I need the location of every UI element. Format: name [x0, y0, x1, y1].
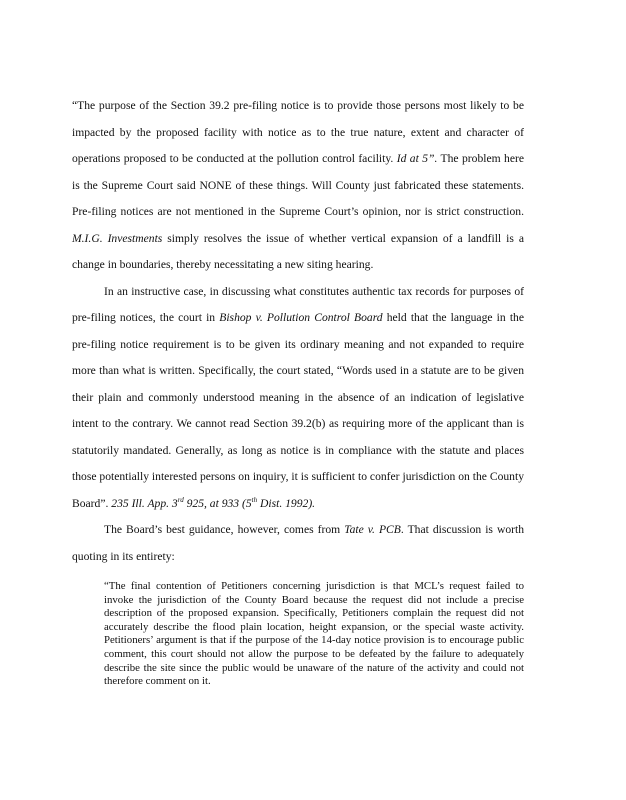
case-name-tate: Tate v. PCB [344, 523, 401, 536]
citation-part-3: Dist. 1992). [257, 496, 316, 510]
paragraph-2-text-a: In an instructive case, in discussing what constitutes authentic tax records for purposes of pre-filing notices, the court in [72, 284, 524, 324]
block-quote [104, 580, 524, 689]
paragraph-3-text-b: . That discussion is worth quoting in its entirety: [72, 523, 524, 563]
paragraph-3 [72, 517, 524, 570]
case-name-mig-investments: M.I.G. Investments [72, 231, 163, 245]
paragraph-1-text-b: The problem here is the Supreme Court said NONE of these things. Will County just fabricated these statements. Pre-filing notices are not mentioned in the Supreme Court’s opinion, nor is strict construction. [72, 152, 524, 218]
paragraph-1-text-a: “The purpose of the Section 39.2 pre-filing notice is to provide those persons most likely to be impacted by the proposed facility with notice as to the true nature, extent and character of operations proposed to be conducted at the pollution control facility. [72, 99, 524, 165]
citation-part-1: 235 Ill. App. 3 [111, 496, 178, 510]
citation-part-2: 925, at 933 (5 [183, 496, 252, 510]
case-name-bishop: Bishop v. Pollution Control Board [219, 311, 383, 324]
paragraph-2 [72, 279, 524, 518]
citation-bishop [111, 497, 315, 510]
paragraph-1-text-c: simply resolves the issue of whether vertical expansion of a landfill is a change in boundaries, thereby necessitating a new siting hearing. [72, 231, 524, 271]
citation-superscript-th: th [251, 495, 258, 504]
body-text [72, 93, 524, 570]
paragraph-1 [72, 93, 524, 279]
citation-id-at-5: Id at 5”. [396, 152, 438, 165]
citation-superscript-rd: rd [177, 495, 184, 504]
paragraph-2-text-b: held that the language in the pre-filing notice requirement is to be given its ordinary meaning and not expanded to require more than what is written. Specifically, the court stated, “Words used in a statute are to be given their plain and commonly understood meaning in the absence of an indication of legislative intent to the contrary. We cannot read Section 39.2(b) as requiring more of the applicant than is statutorily mandated. Generally, as long as notice is in compliance with the statute and places those potentially interested persons on inquiry, it is sufficient to confer jurisdiction on the County Board”. [72, 311, 524, 510]
block-quote-text: “The final contention of Petitioners concerning jurisdiction is that MCL’s request failed to invoke the jurisdiction of the County Board because the request did not include a precise description of the proposed expansion. Specifically, Petitioners complain the request did not accurately describe the flood plain location, height expansion, or the special waste activity. Petitioners’ argument is that if the purpose of the 14-day notice provision is to encourage public comment, this court should not allow the purpose to be defeated by the failure to adequately describe the site since the public would be unaware of the nature of the activity and could not therefore comment on it. [104, 580, 524, 688]
paragraph-3-text-a: The Board’s best guidance, however, comes from [104, 523, 345, 536]
